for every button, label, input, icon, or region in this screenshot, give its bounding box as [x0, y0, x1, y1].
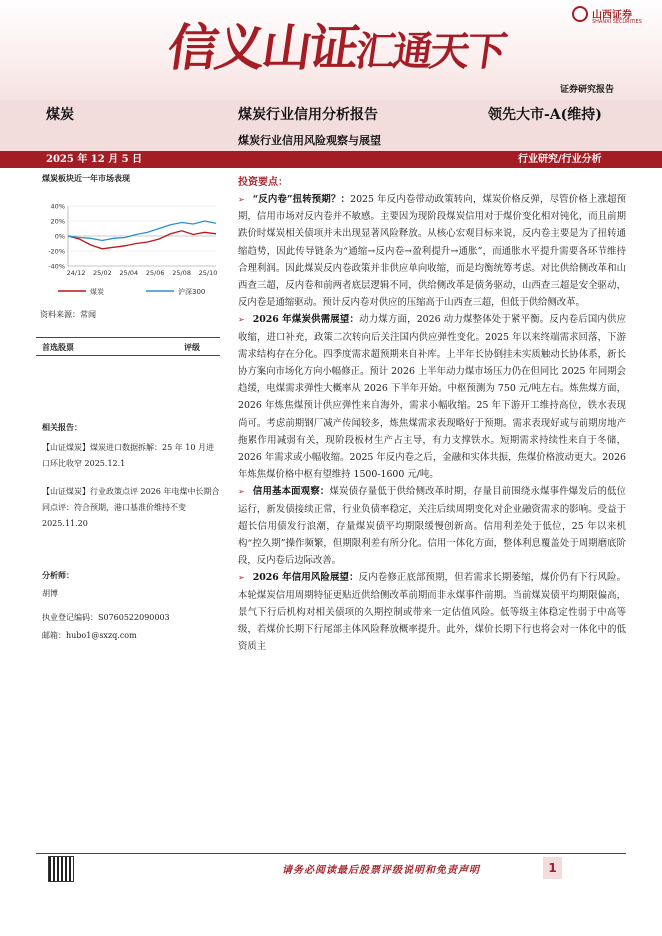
- paragraph-text: 反内卷修正底部预期，但若需求长期萎缩，煤价仍有下行风险。本轮煤炭信用周期特征更贴近供给侧改革前期而非永煤事件前期。当前煤炭债平均期限偏高，景气下行后机构对相关债项的久期控制或带来一定估值风险。低等级主体稳定性弱于中高等级，若煤价长期下行尾部主体风险释放概率提升。此外，煤价长期下行也将会对一体化中的低资质主: [238, 572, 626, 653]
- paragraph: [238, 569, 626, 655]
- related-report-item[interactable]: 【山证煤炭】煤炭进口数据拆解：25 年 10 月进口环比收窄 2025.12.1: [42, 443, 214, 468]
- picks-label: 首选股票: [42, 342, 74, 352]
- footer-divider: [36, 853, 626, 854]
- x-tick-label: 25/02: [93, 269, 112, 277]
- legend-label: 煤炭: [90, 288, 104, 296]
- picks-rating-label: 评级: [184, 342, 200, 352]
- series-line: [68, 221, 216, 241]
- chart-source: 资料来源：常闻: [40, 310, 96, 319]
- qr-code-icon: [48, 856, 74, 882]
- arrow-bullet-icon: ➢: [238, 573, 245, 583]
- analyst-email[interactable]: 邮箱：hubo1@sxzq.com: [42, 631, 137, 640]
- paragraph: [238, 483, 626, 569]
- paragraph-text: 动力煤方面，2026 动力煤整体处于紧平衡。反内卷后国内供应收缩，进口补充，政策二次转向后关注国内供应弹性变化。2025 年以来终端需求回落，下游需求结构存在分化。四季度需求超预期来自补库。上半年长协倒挂未实质触动长协体系，新长协方案向市场化方向小幅修正。预计 2026 上半年动力煤市场压力仍在但同比 2025 年同期会趋缓，电煤需求弹性大概率从 2026 下半年开始。中枢预测为 750 元/吨左右。炼焦煤方面，2026 年炼焦煤预计供应弹性来自海外，需求小幅收缩。25 年下游开工维持高位，铁水表现尚可。考虑前期钢厂减产传闻较多，炼焦煤需求表现略好于预期。需求表现好或与前期房地产拖累作用减弱有关，现阶段板材生产占主导，有力支撑铁水。短期需求持续性来自于冬储，2026 年需求或小幅收缩。2025 年反内卷之后，金融和实体共振，焦煤价格波动更大。2026 年炼焦煤价格中枢有望维持 1500-1600 元/吨。: [238, 314, 627, 481]
- paragraph-heading: “反内卷”扭转预期？：: [252, 194, 351, 205]
- analyst-name: 胡博: [42, 589, 58, 598]
- rating-label: 领先大市-A(维持): [488, 107, 602, 123]
- market-performance-chart: [38, 186, 222, 306]
- divider: [36, 355, 220, 356]
- industry-label: 煤炭: [46, 107, 74, 123]
- paragraph: [238, 191, 626, 311]
- legend-label: 沪深300: [178, 288, 206, 296]
- paragraph-heading: 信用基本面观察：: [252, 486, 330, 498]
- y-tick-label: -40%: [48, 262, 65, 271]
- report-type: 证券研究报告: [560, 85, 615, 95]
- x-tick-label: 25/10: [198, 269, 218, 277]
- report-category: 行业研究/行业分析: [518, 154, 602, 165]
- main-content: [238, 173, 626, 655]
- report-date: 2025 年 12 月 5 日: [46, 154, 143, 165]
- x-tick-label: 25/04: [119, 269, 139, 277]
- x-tick-label: 24/12: [66, 269, 86, 277]
- paragraph-text: 2025 年反内卷带动政策转向，煤炭价格反弹，尽管价格上涨超预期，信用市场对反内卷并不敏感。主要因为现阶段煤炭信用对于煤价变化相对钝化，而且前期跌价时煤炭相关债项并未出现显著风险释放。从核心宏观目标来说，反内卷主要是为了扭转通缩趋势，因此传导链条为“通缩→反内卷→盈利提升→通胀”，而通胀水平提升需要各环节维持合理利润。因此煤炭反内卷政策并非供应单向收缩，而是均衡统筹考虑。对比供给侧改革和山西查三超，反内卷和前两者底层逻辑不同，供给侧改革是债务驱动，山西查三超是安全驱动，反内卷是通缩驱动。预计反内卷对供应的压缩高于山西查三超，但低于供给侧改革。: [238, 194, 626, 309]
- y-tick-label: -20%: [48, 247, 65, 256]
- invest-title: 投资要点：: [238, 177, 288, 188]
- related-reports-title: 相关报告：: [42, 422, 82, 432]
- related-report-item[interactable]: 【山证煤炭】行业政策点评 2026 年电煤中长期合同点评：符合预期，港口基准价维持不变 2025.11.20: [42, 487, 220, 528]
- paragraph-heading: 2026 年煤炭供需展望：: [252, 314, 360, 326]
- arrow-bullet-icon: ➢: [238, 487, 245, 497]
- disclaimer-link[interactable]: 请务必阅读最后股票评级说明和免责声明: [282, 865, 480, 876]
- y-tick-label: 20%: [50, 217, 65, 226]
- logo-text: 山西证券: [592, 10, 632, 21]
- arrow-bullet-icon: ➢: [238, 315, 245, 325]
- logo-subtext: SHANXI SECURITIES: [592, 19, 642, 25]
- logo-icon: [572, 6, 588, 22]
- paragraph: [238, 311, 626, 483]
- slogan: 信义山证汇通天下: [164, 18, 508, 77]
- paragraph-text: 煤炭债存量低于供给侧改革时期，存量目前围绕永煤事件爆发后的低位运行，新发债接续正常，行业负债率稳定，关注后续周期变化对企业融资需求的影响。受益于超长信用债发行浪潮，存量煤炭债平均期限缓慢创新高。信用利差处于低位，25 年以来机构“控久期”操作频繁，但期限利差有所分化。信用一体化方面，整体利息覆盖处于周期磨底阶段，反内卷后边际改善。: [238, 486, 626, 567]
- page-subtitle: 煤炭行业信用风险观察与展望: [238, 134, 381, 147]
- arrow-bullet-icon: ➢: [238, 195, 245, 204]
- paragraph-heading: 2026 年信用风险展望：: [252, 572, 359, 584]
- chart-title: 煤炭板块近一年市场表现: [42, 173, 130, 183]
- page-number: 1: [543, 857, 562, 879]
- x-tick-label: 25/06: [145, 269, 165, 277]
- y-tick-label: 0%: [54, 232, 65, 241]
- page-title: 煤炭行业信用分析报告: [238, 107, 378, 123]
- analyst-registration: 执业登记编码：S0760522090003: [42, 613, 170, 622]
- x-tick-label: 25/08: [172, 269, 191, 277]
- divider: [36, 337, 220, 338]
- y-tick-label: 40%: [50, 202, 65, 211]
- analyst-title: 分析师：: [42, 570, 74, 580]
